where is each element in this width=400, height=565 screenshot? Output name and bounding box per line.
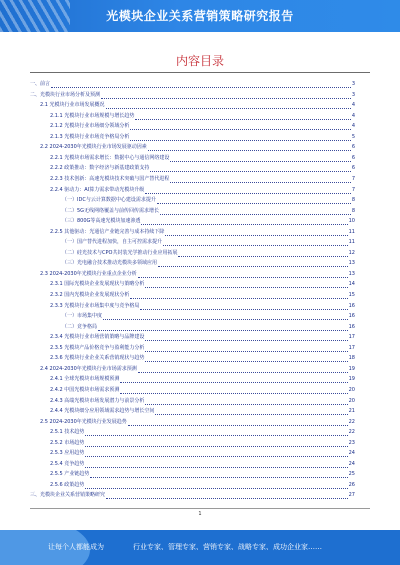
toc-leader-dots [163, 243, 348, 246]
toc-entry-page: 13 [348, 260, 355, 267]
toc-entry-label: 2.4.3 高端光模块市场发展潜力与前景分析 [50, 397, 145, 404]
toc-entry[interactable] [30, 407, 355, 415]
toc-leader-dots [178, 254, 347, 257]
toc-entry-page: 7 [351, 186, 355, 193]
toc-entry[interactable] [30, 312, 355, 320]
toc-entry[interactable] [30, 333, 355, 341]
toc-entry-page: 16 [348, 323, 355, 330]
toc-entry[interactable] [30, 133, 355, 141]
toc-leader-dots [85, 433, 347, 436]
toc-entry[interactable] [30, 228, 355, 236]
toc-leader-dots [145, 191, 351, 194]
toc-entry[interactable] [30, 196, 355, 204]
toc-entry-label: （二）硅光技术与CPO共封装光学推动行业应用拓展 [62, 249, 178, 256]
toc-entry[interactable] [30, 386, 355, 394]
toc-entry-label: （三）800G等高速光模块加速渗透 [62, 218, 141, 225]
toc-entry-label: 2.1.3 光模块行业市场竞争格局分析 [50, 133, 130, 140]
toc-entry[interactable] [30, 323, 355, 331]
toc-entry-page: 25 [348, 471, 355, 478]
toc-leader-dots [165, 233, 347, 236]
footer-banner [0, 530, 400, 565]
toc-entry-page: 4 [351, 112, 355, 119]
toc-entry-page: 17 [348, 344, 355, 351]
toc-entry-page: 27 [348, 492, 355, 499]
toc-entry[interactable] [30, 418, 355, 426]
toc-entry[interactable] [30, 481, 355, 489]
toc-entry-label: 2.5.4 竞争趋势 [50, 460, 85, 467]
toc-entry-label: 2.2.5 其他驱动：光通信产业链完善与成本持续下降 [50, 228, 165, 235]
toc-entry-label: （二）竞争格局 [62, 323, 98, 330]
toc-leader-dots [90, 475, 347, 478]
toc-leader-dots [85, 444, 347, 447]
toc-entry-page: 12 [348, 249, 355, 256]
toc-entry-label: （三）光电融合技术推动光模块多领域应用 [62, 260, 158, 267]
toc-entry-page: 16 [348, 313, 355, 320]
toc-entry-page: 18 [348, 355, 355, 362]
toc-entry-page: 24 [348, 450, 355, 457]
toc-entry-page: 7 [351, 175, 355, 182]
toc-entry[interactable] [30, 397, 355, 405]
toc-leader-dots [155, 412, 347, 415]
toc-entry-label: 2.2.1 光模块市场需求增长：数据中心与通信网络建设 [50, 154, 170, 161]
toc-entry[interactable] [30, 164, 355, 172]
toc-entry-page: 6 [351, 165, 355, 172]
toc-leader-dots [120, 391, 347, 394]
toc-entry-page: 8 [351, 197, 355, 204]
toc-entry-label: 2.3.2 国内光模块企业发展现状分析 [50, 292, 130, 298]
toc-entry-page: 4 [351, 123, 355, 130]
toc-leader-dots [51, 85, 351, 88]
toc-entry[interactable] [30, 439, 355, 447]
toc-entry-label: （二）5G无线网络覆盖与前传回传需求增长 [62, 207, 160, 214]
toc-entry-label: 三、光模块企业关系营销策略研究 [30, 492, 106, 499]
toc-entry-page: 19 [348, 365, 355, 372]
toc-leader-dots [135, 117, 350, 120]
toc-entry[interactable] [30, 238, 355, 246]
toc-entry-label: 2.1 光模块行业市场发展概况 [40, 102, 105, 109]
toc-entry-label: 2.5.1 技术趋势 [50, 429, 85, 436]
toc-leader-dots [150, 169, 350, 172]
toc-leader-dots [170, 180, 350, 183]
toc-entry[interactable] [30, 112, 355, 120]
toc-entry-page: 11 [348, 239, 355, 246]
toc-entry-page: 23 [348, 439, 355, 446]
toc-entry-page: 3 [351, 91, 355, 98]
toc-leader-dots [145, 359, 347, 362]
toc-entry[interactable] [30, 186, 355, 194]
toc-leader-dots [145, 349, 347, 352]
toc-entry-label: 2.4.2 中国光模块市场需求预测 [50, 386, 120, 393]
toc-entry-page: 6 [351, 144, 355, 151]
toc-leader-dots [170, 159, 350, 162]
page-footer-divider [30, 508, 370, 509]
toc-entry[interactable] [30, 365, 355, 373]
toc-entry-label: （一）市场集中度 [62, 313, 103, 320]
toc-entry-page: 24 [348, 460, 355, 467]
report-title: 光模块企业关系营销策略研究报告 [106, 9, 294, 23]
toc-entry-label: 2.3 2024-2030年光模块行业重点企业分析 [40, 270, 137, 277]
toc-entry[interactable] [30, 122, 355, 130]
toc-leader-dots [85, 465, 347, 468]
toc-entry-page: 26 [348, 481, 355, 488]
toc-entry-page: 5 [351, 133, 355, 140]
toc-entry-label: （一）IDC与云计算数据中心建设需求提升 [62, 197, 156, 204]
toc-entry[interactable] [30, 470, 355, 478]
toc-entry-label: 2.3.6 光模块行业企业关系营销现状与趋势 [50, 355, 145, 362]
toc-leader-dots [106, 106, 351, 109]
toc-entry[interactable] [30, 460, 355, 468]
toc-leader-dots [85, 486, 347, 489]
toc-entry-page: 21 [348, 408, 355, 415]
toc-entry[interactable] [30, 80, 355, 88]
toc-entry-label: 2.1.2 光模块行业市场细分领域分析 [50, 123, 130, 130]
toc-entry-label: 2.3.1 国际光模块企业发展现状与策略分析 [50, 281, 145, 288]
toc-entry-page: 10 [348, 218, 355, 225]
toc-leader-dots [128, 423, 348, 426]
toc-entry-page: 19 [348, 376, 355, 383]
toc-entry[interactable] [30, 217, 355, 225]
toc-entry-label: 2.5 2024-2030年光模块行业发展趋势 [40, 418, 127, 425]
toc-leader-dots [157, 201, 351, 204]
toc-leader-dots [140, 307, 347, 310]
toc-leader-dots [120, 380, 347, 383]
toc-entry[interactable] [30, 449, 355, 457]
toc-entry-label: 2.4.4 光模块细分应用领域需求趋势与增长空间 [50, 408, 155, 415]
footer-slogan: 让每个人都能成为 [48, 543, 104, 551]
toc-leader-dots [141, 222, 347, 225]
toc-leader-dots [148, 148, 351, 151]
toc-entry-page: 3 [351, 81, 355, 87]
toc-entry[interactable] [30, 302, 355, 310]
report-header-banner [0, 0, 400, 32]
toc-entry-label: 2.2.2 政策推动：数字经济与新基建政策支持 [50, 165, 150, 172]
toc-entry[interactable] [30, 280, 355, 288]
toc-entry-page: 16 [348, 302, 355, 309]
page-number: 1 [198, 511, 202, 517]
toc-entry-label: （一）国产替代进程加快，自主可控需求提升 [62, 239, 163, 246]
toc-entry-page: 20 [348, 397, 355, 404]
toc-entry-label: 2.3.3 光模块行业市场集中度与竞争格局 [50, 302, 140, 309]
toc-leader-dots [138, 275, 348, 278]
toc-entry[interactable] [30, 207, 355, 215]
toc-entry-page: 20 [348, 386, 355, 393]
toc-entry-label: 2.5.3 应用趋势 [50, 450, 85, 457]
toc-entry[interactable] [30, 154, 355, 162]
toc-entry-page: 4 [351, 102, 355, 109]
toc-entry-label: 2.3.5 光模块产品价格竞争与盈利能力分析 [50, 344, 145, 351]
toc-entry-label: 2.4.1 全球光模块市场规模预测 [50, 376, 120, 383]
toc-entry-label: 2.5.6 政策趋势 [50, 481, 85, 488]
toc-entry-label: 2.2.3 技术创新：高速光模块技术突破与国产替代进程 [50, 175, 170, 182]
toc-entry-label: 2.5.2 市场趋势 [50, 439, 85, 446]
toc-entry[interactable] [30, 91, 355, 99]
toc-leader-dots [145, 402, 347, 405]
toc-entry-label: 二、光模块行业市场分析及预测 [30, 91, 101, 98]
toc-leader-dots [138, 370, 348, 373]
toc-entry-page: 22 [348, 418, 355, 425]
toc-leader-dots [130, 127, 350, 130]
toc-entry[interactable] [30, 344, 355, 352]
toc-leader-dots [98, 328, 348, 331]
toc-entry-page: 13 [348, 270, 355, 277]
toc-entry-label: 2.2 2024-2030年光模块行业市场发展驱动因素 [40, 144, 147, 151]
toc-divider [30, 72, 370, 73]
toc-entry-label: 2.2.4 驱动力：AI算力需求带动光模块升级 [50, 186, 145, 193]
toc-entry-label: 2.3.4 光模块行业市场营销策略与品牌建设 [50, 334, 145, 341]
toc-entry-page: 14 [348, 281, 355, 288]
footer-roles: 行业专家、管理专家、营销专家、战略专家、成功企业家…… [133, 543, 322, 551]
toc-entry[interactable] [30, 375, 355, 383]
toc-leader-dots [85, 454, 347, 457]
toc-entry[interactable] [30, 270, 355, 278]
toc-entry-page: 6 [351, 154, 355, 161]
toc-title: 内容目录 [175, 54, 224, 68]
toc-entry[interactable] [30, 354, 355, 362]
toc-entry[interactable] [30, 491, 355, 499]
toc-entry-page: 11 [348, 228, 355, 235]
toc-leader-dots [130, 296, 347, 299]
toc-leader-dots [101, 96, 351, 99]
toc-leader-dots [106, 496, 348, 499]
toc-leader-dots [130, 138, 350, 141]
toc-entry-page: 15 [348, 292, 355, 298]
toc-entry-label: 一、前言 [30, 81, 51, 87]
toc-entry-page: 22 [348, 429, 355, 436]
toc-entry-label: 2.4 2024-2030年光模块行业市场需求预测 [40, 365, 137, 372]
toc-entry-page: 17 [348, 334, 355, 341]
toc-entry[interactable] [30, 175, 355, 183]
toc-entry-label: 2.1.1 光模块行业市场规模与增长趋势 [50, 112, 135, 119]
toc-leader-dots [145, 338, 347, 341]
toc-leader-dots [160, 212, 351, 215]
toc-entry-label: 2.5.5 产业链趋势 [50, 471, 90, 478]
toc-entry[interactable] [30, 259, 355, 267]
toc-entry[interactable] [30, 291, 355, 299]
toc-entry[interactable] [30, 249, 355, 257]
toc-leader-dots [158, 264, 348, 267]
toc-entry[interactable] [30, 428, 355, 436]
toc-entry[interactable] [30, 143, 355, 151]
toc-leader-dots [103, 317, 348, 320]
toc-leader-dots [145, 285, 347, 288]
toc-entry-page: 8 [351, 207, 355, 214]
toc-entry[interactable] [30, 101, 355, 109]
